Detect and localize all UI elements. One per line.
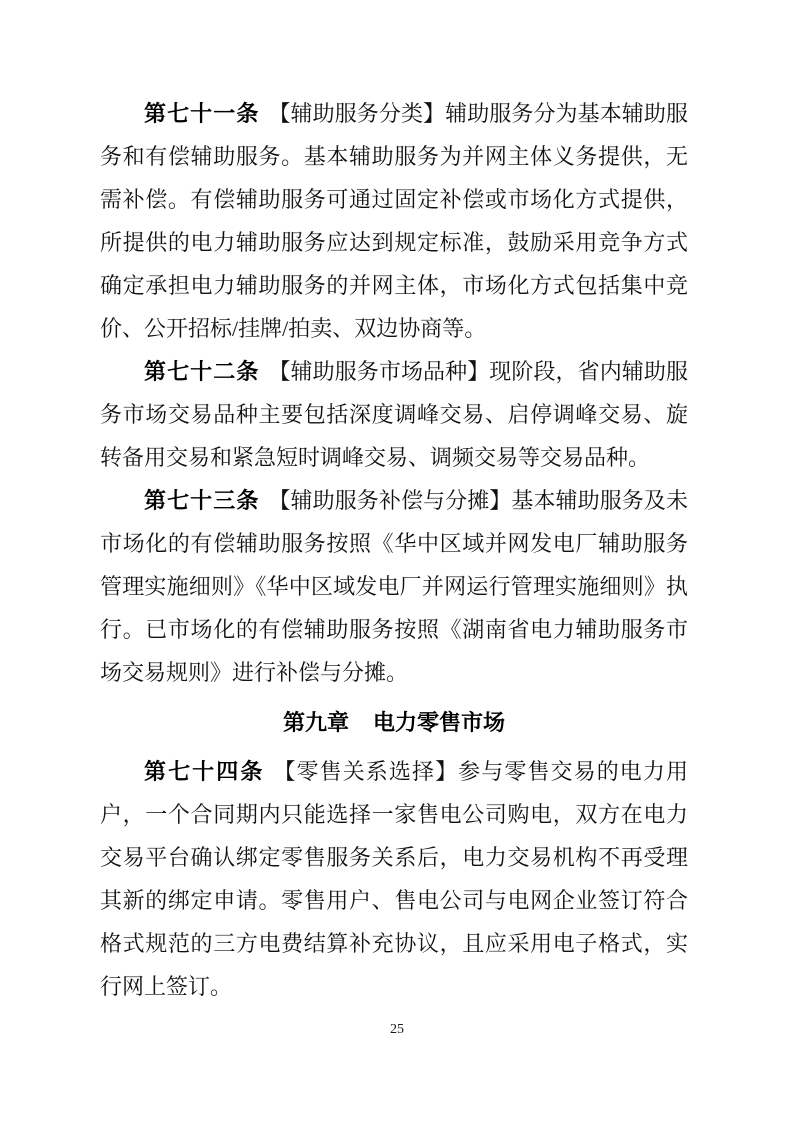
- article-paragraph-72: [100, 350, 688, 479]
- article-topic: 【辅助服务分类】: [268, 101, 446, 126]
- article-number: 第七十三条: [144, 488, 260, 513]
- document-content: [100, 92, 688, 1008]
- article-body: 现阶段，省内辅助服务市场交易品种主要包括深度调峰交易、启停调峰交易、旋转备用交易和紧急短时调峰交易、调频交易等交易品种。: [100, 359, 688, 470]
- chapter-heading: [100, 701, 688, 744]
- article-body: 辅助服务分为基本辅助服务和有偿辅助服务。基本辅助服务为并网主体义务提供，无需补偿。有偿辅助服务可通过固定补偿或市场化方式提供，所提供的电力辅助服务应达到规定标准，鼓励采用竞争方式确定承担电力辅助服务的并网主体，市场化方式包括集中竞价、公开招标/挂牌/拍卖、双边协商等。: [100, 101, 688, 341]
- chapter-label: 第九章: [282, 710, 349, 735]
- article-paragraph-74: [100, 750, 688, 1008]
- article-body: 基本辅助服务及未市场化的有偿辅助服务按照《华中区域并网发电厂辅助服务管理实施细则》《华中区域发电厂并网运行管理实施细则》执行。已市场化的有偿辅助服务按照《湖南省电力辅助服务市场交易规则》进行补偿与分摊。: [100, 488, 688, 685]
- article-number: 第七十一条: [144, 101, 260, 126]
- article-topic: 【辅助服务补偿与分摊】: [268, 488, 512, 513]
- article-paragraph-73: [100, 479, 688, 694]
- chapter-title: 电力零售市场: [373, 710, 506, 735]
- article-paragraph-71: [100, 92, 688, 350]
- article-number: 第七十四条: [144, 759, 265, 784]
- article-body: 参与零售交易的电力用户，一个合同期内只能选择一家售电公司购电，双方在电力交易平台确认绑定零售服务关系后，电力交易机构不再受理其新的绑定申请。零售用户、售电公司与电网企业签订符合格式规范的三方电费结算补充协议，且应采用电子格式，实行网上签订。: [100, 759, 688, 999]
- page-number: 25: [390, 1022, 404, 1037]
- article-number: 第七十二条: [144, 359, 260, 384]
- article-topic: 【零售关系选择】: [273, 759, 459, 784]
- article-topic: 【辅助服务市场品种】: [268, 359, 490, 384]
